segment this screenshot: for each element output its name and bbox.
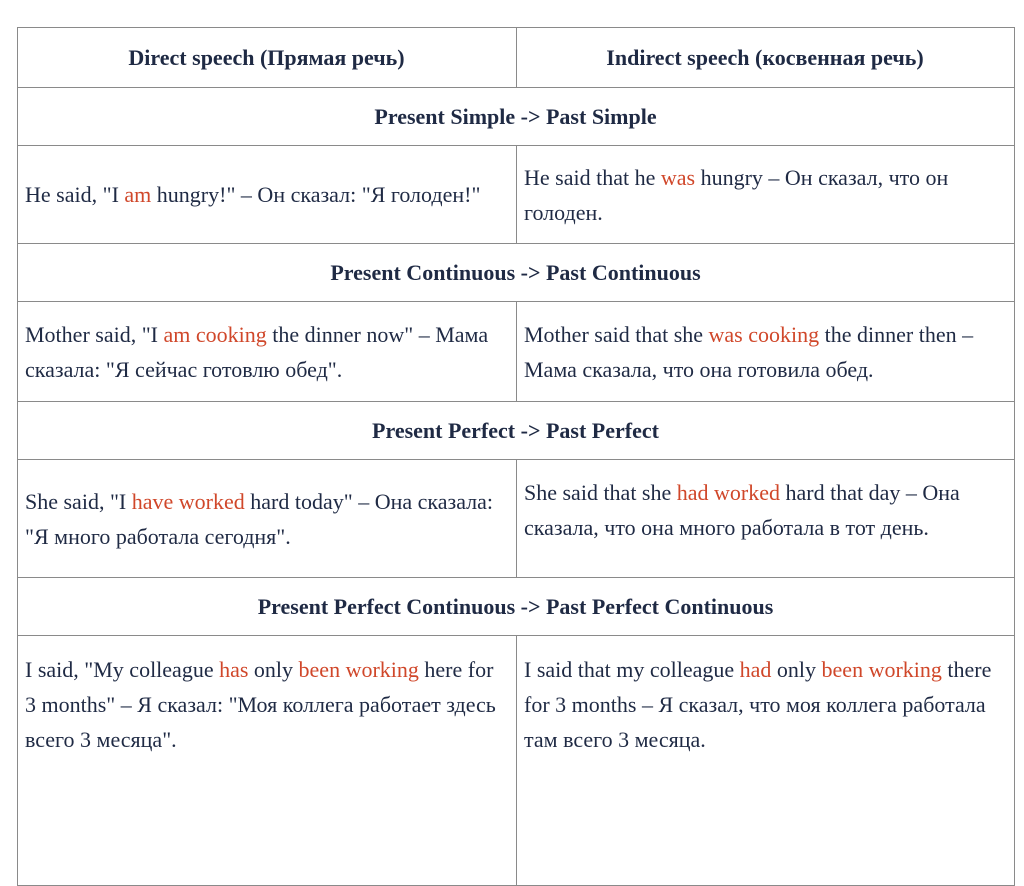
text-run: hard today" – Она сказала: "Я много работала сегодня". [25, 488, 494, 549]
indirect-example [517, 636, 1014, 885]
direct-example-text [25, 484, 508, 554]
text-run: the dinner now" – Мама сказала: "Я сейчас готовлю обед". [25, 321, 489, 382]
indirect-example-text [524, 475, 1006, 545]
highlighted-verb: had worked [676, 480, 781, 505]
highlighted-verb: been working [821, 657, 942, 682]
highlighted-verb: am [124, 182, 152, 207]
text-run: Mother said, "I [25, 321, 164, 347]
direct-example-text [25, 177, 480, 212]
text-run: there for 3 months – Я сказал, что моя коллега работала там всего 3 месяца. [524, 657, 992, 752]
direct-example-text [25, 652, 508, 757]
highlighted-verb: been working [298, 657, 419, 682]
example-row-present-continuous [18, 302, 1014, 402]
header-direct-speech: Direct speech (Прямая речь) [18, 28, 517, 87]
example-row-present-perfect-continuous [18, 636, 1014, 886]
text-run: hungry!" – Он сказал: "Я голоден!" [151, 182, 481, 207]
indirect-example-text [524, 317, 1006, 387]
text-run: Mother said that she [524, 321, 709, 347]
section-title: Present Perfect -> Past Perfect [372, 418, 659, 443]
highlighted-verb: had [739, 657, 772, 682]
highlighted-verb: was cooking [708, 321, 820, 347]
direct-example-text [25, 317, 508, 387]
direct-example [18, 302, 517, 401]
highlighted-verb: was [660, 164, 696, 190]
text-run: I said that my colleague [524, 657, 740, 682]
indirect-example [517, 460, 1014, 577]
section-title: Present Simple -> Past Simple [374, 104, 657, 129]
example-row-present-simple [18, 146, 1014, 244]
direct-example [18, 460, 517, 577]
header-indirect-speech: Indirect speech (косвенная речь) [606, 45, 924, 70]
indirect-example [517, 146, 1014, 243]
text-run: only [771, 657, 822, 682]
section-row-present-perfect-continuous [18, 578, 1014, 636]
highlighted-verb: have worked [131, 488, 245, 514]
text-run: the dinner then – Мама сказала, что она готовила обед. [524, 321, 974, 382]
direct-example [18, 146, 517, 243]
highlighted-verb: am cooking [163, 321, 267, 347]
section-title: Present Perfect Continuous -> Past Perfect Continuous [257, 594, 774, 619]
highlighted-verb: has [219, 657, 249, 682]
text-run: He said that he [524, 164, 661, 190]
text-run: I said, "My colleague [25, 657, 220, 682]
indirect-example [517, 302, 1014, 401]
text-run: She said, "I [25, 488, 132, 514]
table-header-row [18, 28, 1014, 88]
indirect-example-text [524, 652, 1006, 757]
text-run: here for 3 months" – Я сказал: "Моя коллега работает здесь всего 3 месяца". [25, 657, 496, 752]
speech-rules-table [17, 27, 1015, 886]
section-title: Present Continuous -> Past Continuous [330, 260, 701, 285]
example-row-present-perfect [18, 460, 1014, 578]
text-run: only [248, 657, 299, 682]
section-row-present-continuous [18, 244, 1014, 302]
text-run: He said, "I [25, 182, 125, 207]
section-row-present-simple [18, 88, 1014, 146]
direct-example [18, 636, 517, 885]
indirect-example-text [524, 160, 1006, 230]
text-run: hard that day – Она сказала, что она много работала в тот день. [524, 480, 960, 540]
text-run: hungry – Он сказал, что он голоден. [524, 164, 949, 225]
section-row-present-perfect [18, 402, 1014, 460]
text-run: She said that she [524, 480, 677, 505]
